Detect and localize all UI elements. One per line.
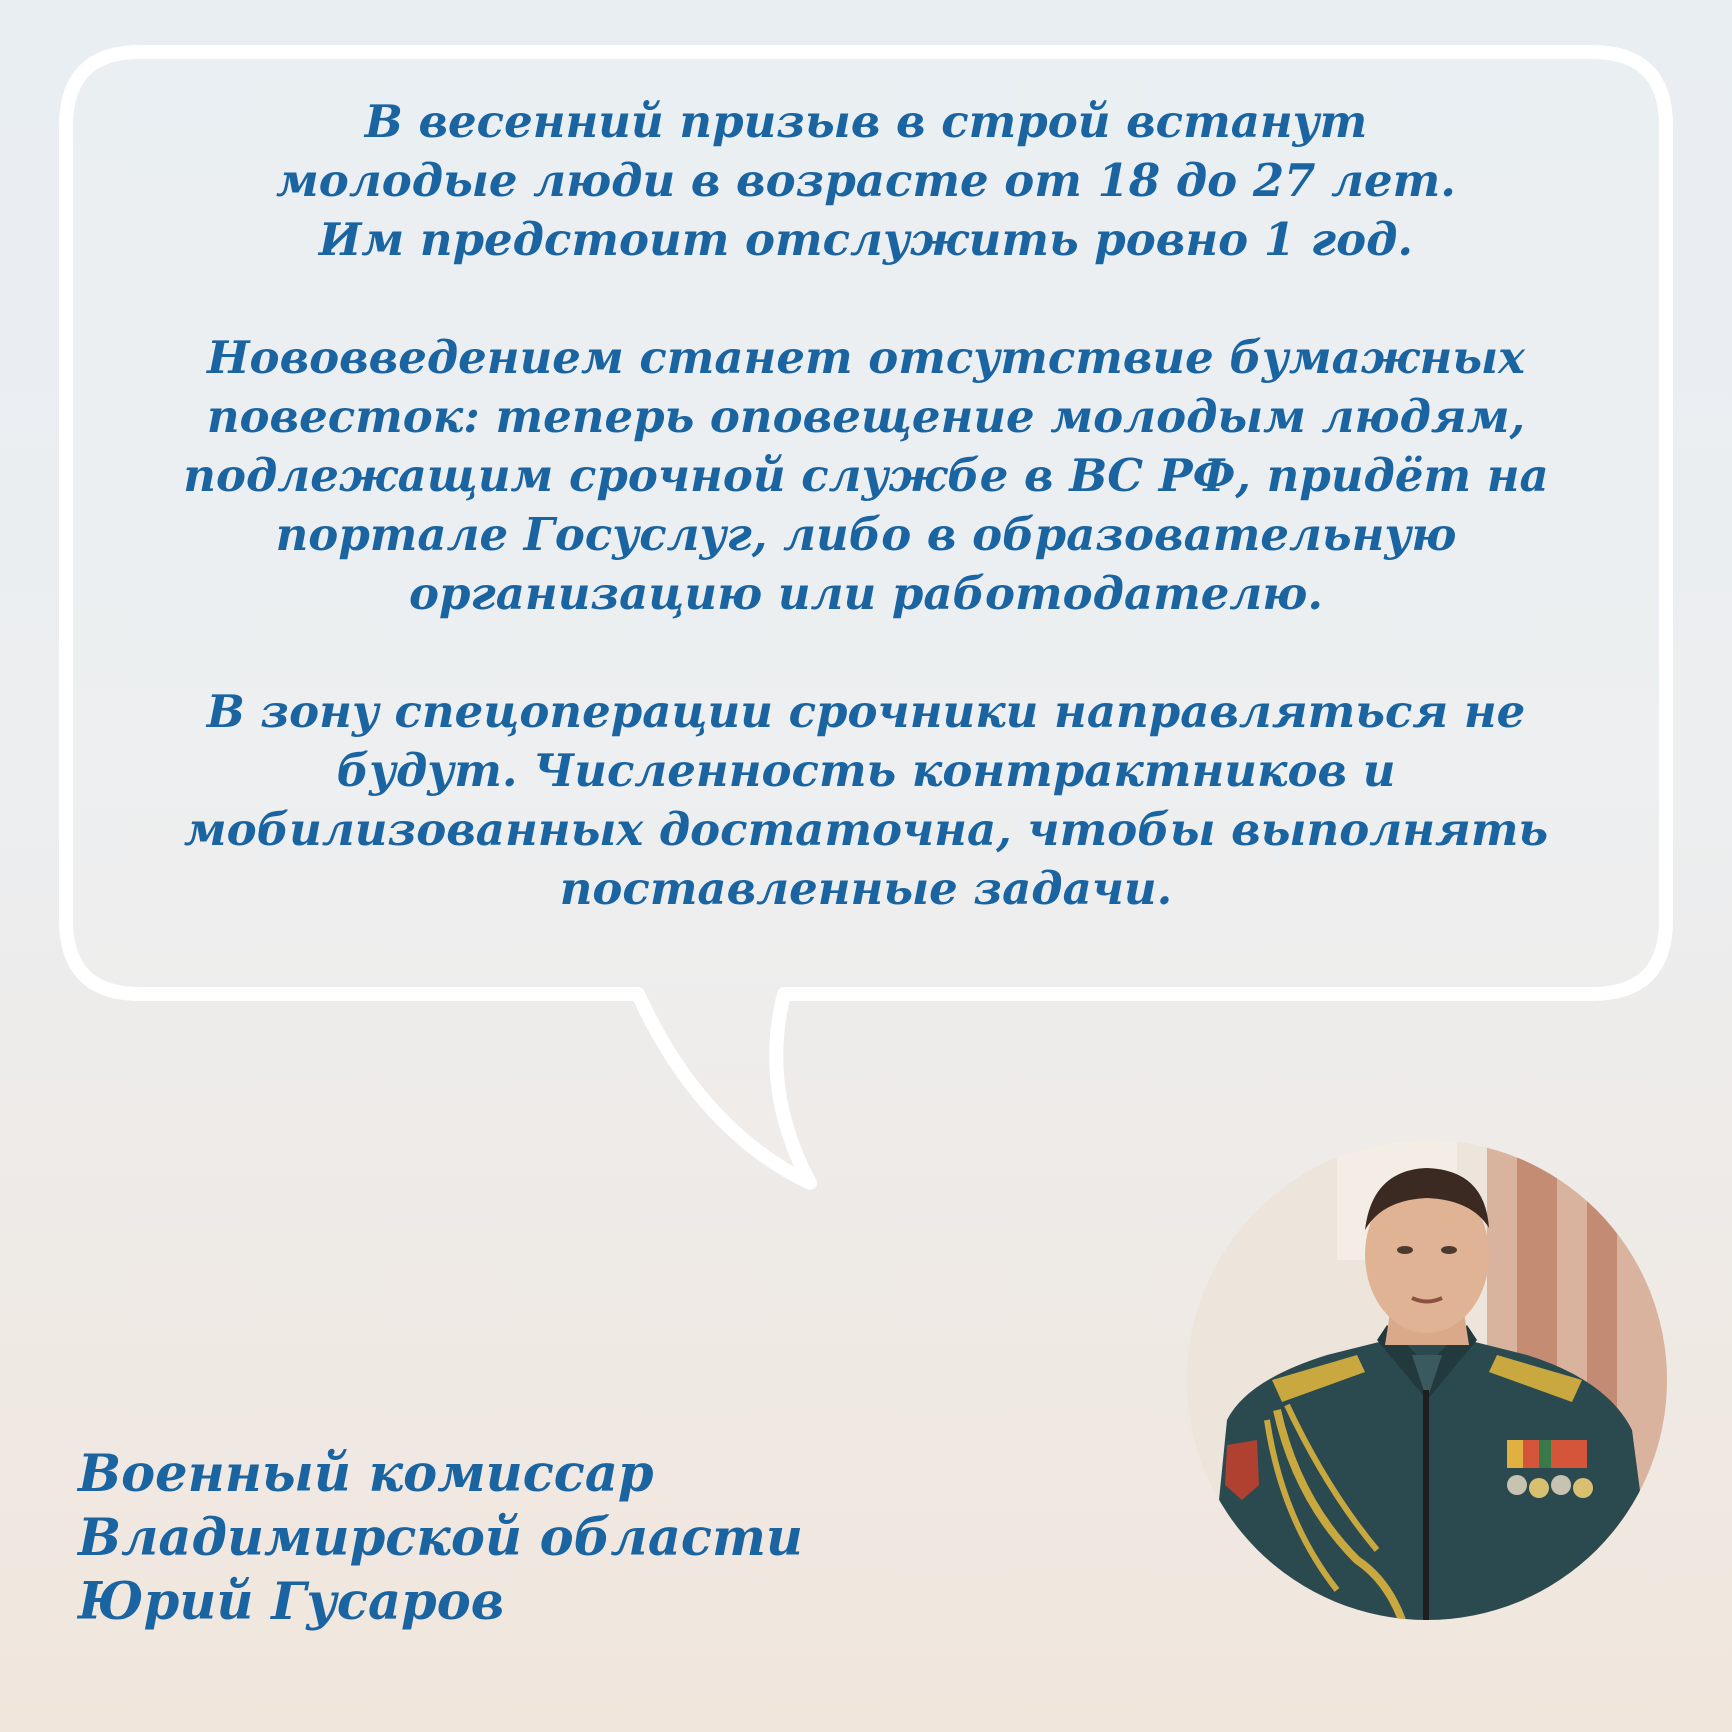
quote-line: поставленные задачи. (559, 862, 1173, 915)
quote-line: Им предстоит отслужить ровно 1 год. (318, 213, 1414, 266)
quote-line: мобилизованных достаточна, чтобы выполнять (183, 803, 1549, 856)
quote-text (100, 92, 1632, 977)
quote-line: Нововведением станет отсутствие бумажных (207, 331, 1525, 384)
portrait-photo-icon (1187, 1140, 1667, 1620)
quote-line: портале Госуслуг, либо в образовательную (275, 508, 1457, 561)
quote-line: организацию или работодателю. (408, 567, 1324, 620)
quote-paragraph-3 (100, 682, 1632, 918)
speaker-region: Владимирской области (78, 1508, 803, 1568)
quote-line: повесток: теперь оповещение молодым людям, (206, 390, 1526, 443)
speaker-portrait (1187, 1140, 1667, 1620)
quote-paragraph-2 (100, 328, 1632, 623)
quote-paragraph-1 (100, 92, 1632, 269)
quote-line: подлежащим срочной службе в ВС РФ, придёт на (183, 449, 1549, 502)
quote-line: молодые люди в возрасте от 18 до 27 лет. (276, 154, 1456, 207)
quote-line: В зону спецоперации срочники направляться не (206, 685, 1526, 738)
speaker-name: Юрий Гусаров (78, 1572, 505, 1632)
speaker-position: Военный комиссар (78, 1444, 654, 1504)
quote-line: В весенний призыв в строй встанут (364, 95, 1368, 148)
speaker-signature (78, 1442, 803, 1634)
quote-line: будут. Численность контрактников и (336, 744, 1396, 797)
